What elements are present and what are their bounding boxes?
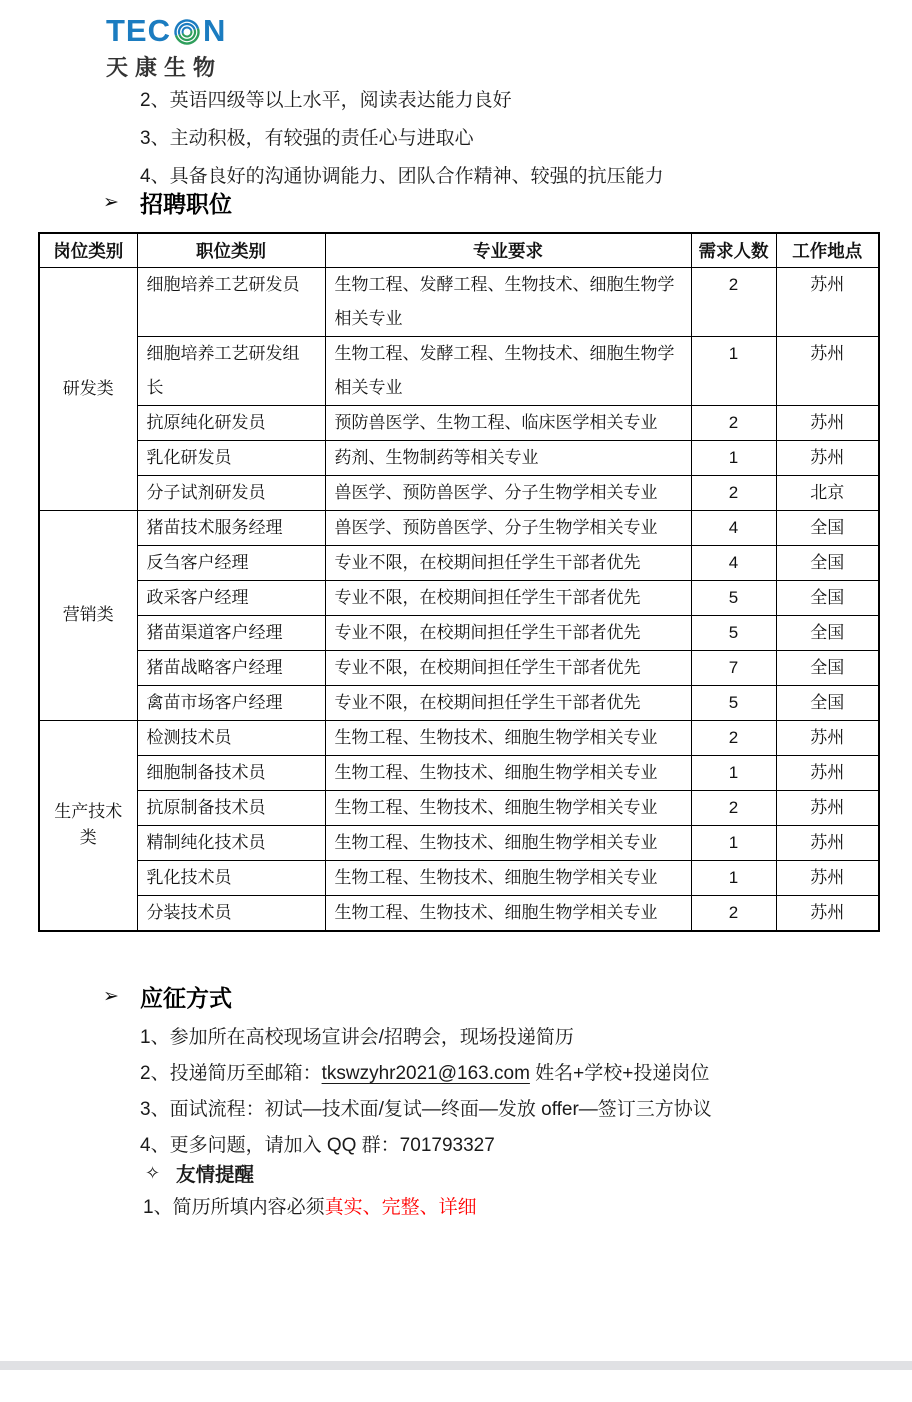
location-cell: 全国 xyxy=(776,580,879,615)
position-cell: 政采客户经理 xyxy=(137,580,325,615)
major-cell: 专业不限，在校期间担任学生干部者优先 xyxy=(325,580,691,615)
location-cell: 全国 xyxy=(776,685,879,720)
email-link[interactable]: tkswzyhr2021@163.com xyxy=(321,1063,530,1084)
count-cell: 2 xyxy=(691,267,776,336)
apply-section-title: 应征方式 xyxy=(140,985,232,1011)
table-row xyxy=(39,510,879,545)
jobs-section-header xyxy=(103,186,232,219)
location-cell: 苏州 xyxy=(776,895,879,931)
position-cell: 检测技术员 xyxy=(137,720,325,755)
reminder-item-highlight: 真实、完整、详细 xyxy=(324,1197,477,1218)
position-cell: 抗原纯化研发员 xyxy=(137,405,325,440)
position-cell: 细胞制备技术员 xyxy=(137,755,325,790)
count-cell: 4 xyxy=(691,510,776,545)
major-cell: 生物工程、发酵工程、生物技术、细胞生物学相关专业 xyxy=(325,336,691,405)
major-cell: 生物工程、生物技术、细胞生物学相关专业 xyxy=(325,825,691,860)
count-cell: 2 xyxy=(691,405,776,440)
location-cell: 苏州 xyxy=(776,825,879,860)
major-cell: 生物工程、生物技术、细胞生物学相关专业 xyxy=(325,895,691,931)
count-cell: 1 xyxy=(691,336,776,405)
reminder-item-prefix: 1、简历所填内容必须 xyxy=(143,1197,325,1218)
requirement-item: 3、主动积极，有较强的责任心与进取心 xyxy=(140,128,474,149)
location-cell: 全国 xyxy=(776,650,879,685)
location-cell: 苏州 xyxy=(776,267,879,336)
count-cell: 5 xyxy=(691,685,776,720)
count-cell: 2 xyxy=(691,720,776,755)
position-cell: 抗原制备技术员 xyxy=(137,790,325,825)
page-break-bar xyxy=(0,1361,912,1370)
table-row xyxy=(39,336,879,405)
col-header-position: 职位类别 xyxy=(137,233,325,267)
apply-item-2 xyxy=(140,1056,712,1092)
location-cell: 苏州 xyxy=(776,860,879,895)
major-cell: 专业不限，在校期间担任学生干部者优先 xyxy=(325,685,691,720)
table-row xyxy=(39,580,879,615)
location-cell: 苏州 xyxy=(776,790,879,825)
position-cell: 精制纯化技术员 xyxy=(137,825,325,860)
major-cell: 专业不限，在校期间担任学生干部者优先 xyxy=(325,545,691,580)
location-cell: 苏州 xyxy=(776,755,879,790)
position-cell: 细胞培养工艺研发组长 xyxy=(137,336,325,405)
count-cell: 7 xyxy=(691,650,776,685)
jobs-section-title: 招聘职位 xyxy=(140,191,232,217)
major-cell: 专业不限，在校期间担任学生干部者优先 xyxy=(325,650,691,685)
count-cell: 2 xyxy=(691,895,776,931)
jobs-table xyxy=(38,232,880,932)
major-cell: 兽医学、预防兽医学、分子生物学相关专业 xyxy=(325,475,691,510)
count-cell: 2 xyxy=(691,790,776,825)
logo-text-tec: TEC xyxy=(106,13,171,48)
position-cell: 猪苗渠道客户经理 xyxy=(137,615,325,650)
position-cell: 乳化技术员 xyxy=(137,860,325,895)
apply-list xyxy=(140,1020,712,1164)
position-cell: 分装技术员 xyxy=(137,895,325,931)
logo-chinese-name: 天康生物 xyxy=(106,55,223,80)
table-row xyxy=(39,267,879,336)
table-row xyxy=(39,825,879,860)
logo-brand-row xyxy=(106,14,226,48)
position-cell: 分子试剂研发员 xyxy=(137,475,325,510)
table-row xyxy=(39,405,879,440)
count-cell: 1 xyxy=(691,755,776,790)
table-row xyxy=(39,720,879,755)
category-cell: 研发类 xyxy=(39,267,137,510)
table-row xyxy=(39,440,879,475)
table-row xyxy=(39,545,879,580)
reminder-header xyxy=(145,1156,254,1190)
location-cell: 苏州 xyxy=(776,405,879,440)
position-cell: 乳化研发员 xyxy=(137,440,325,475)
count-cell: 5 xyxy=(691,580,776,615)
requirement-item: 4、具备良好的沟通协调能力、团队合作精神、较强的抗压能力 xyxy=(140,166,664,187)
table-row xyxy=(39,475,879,510)
position-cell: 猪苗技术服务经理 xyxy=(137,510,325,545)
location-cell: 北京 xyxy=(776,475,879,510)
count-cell: 2 xyxy=(691,475,776,510)
location-cell: 全国 xyxy=(776,510,879,545)
major-cell: 生物工程、生物技术、细胞生物学相关专业 xyxy=(325,755,691,790)
count-cell: 1 xyxy=(691,825,776,860)
location-cell: 苏州 xyxy=(776,440,879,475)
apply-item-2-prefix: 2、投递简历至邮箱： xyxy=(140,1063,322,1084)
location-cell: 苏州 xyxy=(776,336,879,405)
table-row xyxy=(39,860,879,895)
logo-text-n: N xyxy=(203,13,227,48)
apply-item-1: 1、参加所在高校现场宣讲会/招聘会，现场投递简历 xyxy=(140,1027,574,1048)
apply-item-3: 3、面试流程：初试—技术面/复试—终面—发放 offer—签订三方协议 xyxy=(140,1099,712,1120)
arrow-bullet-icon: ➢ xyxy=(103,986,119,1007)
major-cell: 预防兽医学、生物工程、临床医学相关专业 xyxy=(325,405,691,440)
location-cell: 全国 xyxy=(776,545,879,580)
location-cell: 全国 xyxy=(776,615,879,650)
table-row xyxy=(39,895,879,931)
count-cell: 1 xyxy=(691,440,776,475)
position-cell: 禽苗市场客户经理 xyxy=(137,685,325,720)
major-cell: 兽医学、预防兽医学、分子生物学相关专业 xyxy=(325,510,691,545)
company-logo xyxy=(106,14,226,82)
requirements-list xyxy=(140,82,664,196)
col-header-location: 工作地点 xyxy=(776,233,879,267)
major-cell: 生物工程、生物技术、细胞生物学相关专业 xyxy=(325,790,691,825)
apply-section-header xyxy=(103,980,232,1013)
major-cell: 生物工程、生物技术、细胞生物学相关专业 xyxy=(325,860,691,895)
col-header-category: 岗位类别 xyxy=(39,233,137,267)
location-cell: 苏州 xyxy=(776,720,879,755)
reminder-title: 友情提醒 xyxy=(176,1164,255,1186)
table-header-row xyxy=(39,233,879,267)
major-cell: 生物工程、发酵工程、生物技术、细胞生物学相关专业 xyxy=(325,267,691,336)
reminder-item xyxy=(143,1190,477,1226)
table-row xyxy=(39,615,879,650)
category-cell: 生产技术类 xyxy=(39,720,137,931)
requirement-item: 2、英语四级等以上水平，阅读表达能力良好 xyxy=(140,90,512,111)
major-cell: 专业不限，在校期间担任学生干部者优先 xyxy=(325,615,691,650)
col-header-count: 需求人数 xyxy=(691,233,776,267)
position-cell: 反刍客户经理 xyxy=(137,545,325,580)
tecon-swirl-icon xyxy=(172,17,202,47)
count-cell: 5 xyxy=(691,615,776,650)
position-cell: 细胞培养工艺研发员 xyxy=(137,267,325,336)
table-row xyxy=(39,685,879,720)
arrow-bullet-icon: ➢ xyxy=(103,192,119,213)
table-row xyxy=(39,755,879,790)
major-cell: 生物工程、生物技术、细胞生物学相关专业 xyxy=(325,720,691,755)
count-cell: 1 xyxy=(691,860,776,895)
apply-item-2-suffix: 姓名+学校+投递岗位 xyxy=(529,1063,710,1084)
count-cell: 4 xyxy=(691,545,776,580)
position-cell: 猪苗战略客户经理 xyxy=(137,650,325,685)
diamond-bullet-icon: ✧ xyxy=(145,1162,161,1183)
table-row xyxy=(39,790,879,825)
apply-item-4: 4、更多问题，请加入 QQ 群：701793327 xyxy=(140,1135,495,1156)
col-header-major: 专业要求 xyxy=(325,233,691,267)
category-cell: 营销类 xyxy=(39,510,137,720)
table-row xyxy=(39,650,879,685)
major-cell: 药剂、生物制药等相关专业 xyxy=(325,440,691,475)
